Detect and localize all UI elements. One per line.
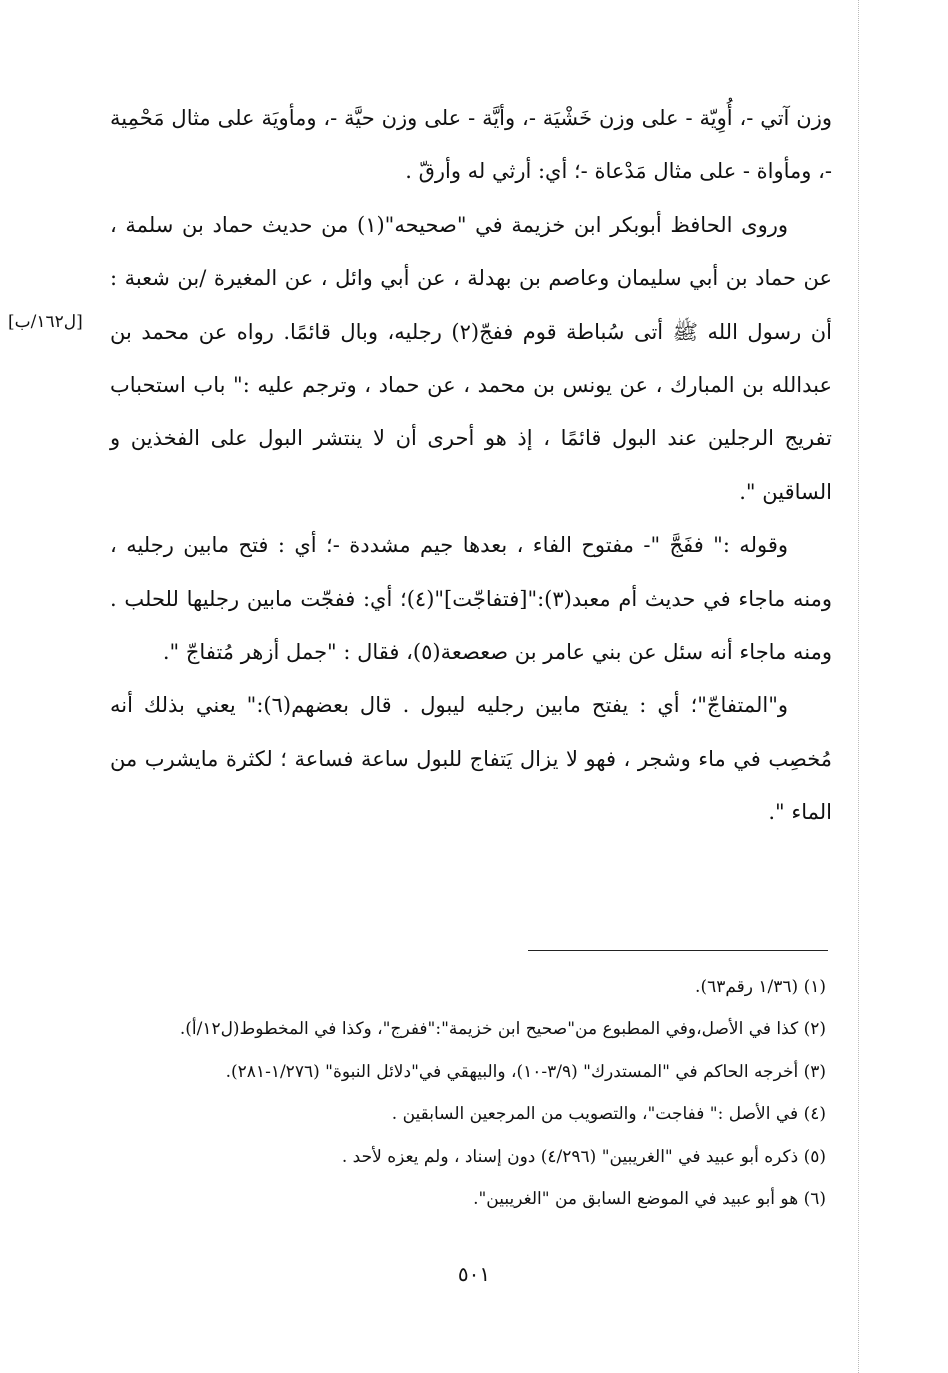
paragraph-1: وزن آتي -، أُوِيّة - على وزن خَشْيَة -، وأيَّة - على وزن حيَّة -، ومأويَة على مثال مَحْمِية -، ومأواة - على مثال مَدْعاة -؛ أي: أرثي له وأرقّ . [110,106,832,184]
page-edge-line [858,0,859,1373]
footnote-4: (٤) في الأصل :" ففاجت"، والتصويب من المرجعين السابقين . [391,1104,826,1125]
footnote-3: (٣) أخرجه الحاكم في "المستدرك" (٣/٩-١٠)، والبيهقي في"دلائل النبوة" (١/٢٧٦-٢٨١). [225,1061,826,1082]
main-text [110,92,832,840]
paragraph-3: وقوله :" ففَجَّ "- مفتوح الفاء ، بعدها جيم مشددة -؛ أي : فتح مابين رجليه ، ومنه ماجاء في حديث أم معبد(٣):"[فتفاجّت]"(٤)؛ أي: ففجّت مابين رجليها للحلب . ومنه ماجاء أنه سئل عن بني عامر بن صعصعة(٥)، فقال : "جمل أزهر مُتفاجّ ". [110,533,832,665]
footnote-separator [528,950,828,951]
footnote-2: (٢) كذا في الأصل،وفي المطبوع من"صحيح ابن خزيمة":"ففرج"، وكذا في المخطوط(ل١٢/أ). [179,1019,826,1040]
paragraph-4: و"المتفاجّ"؛ أي : يفتح مابين رجليه ليبول . قال بعضهم(٦):" يعني بذلك أنه مُخصِب في ماء وشجر ، فهو لا يزال يَتفاج للبول ساعة فساعة ؛ لكثرة مايشرب من الماء ". [110,693,832,825]
footnote-6: (٦) هو أبو عبيد في الموضع السابق من "الغريبين". [473,1189,826,1210]
paragraph-2: وروى الحافظ أبوبكر ابن خزيمة في "صحيحه"(١) من حديث حماد بن سلمة ، عن حماد بن أبي سليمان وعاصم بن بهدلة ، عن أبي وائل ، عن المغيرة /بن شعبة : أن رسول الله ﷺ أتى سُباطة قوم ففجّ(٢) رجليه، وبال قائمًا. رواه عن محمد بن عبدالله بن المبارك ، عن يونس بن محمد ، عن حماد ، وترجم عليه :" باب استحباب تفريج الرجلين عند البول قائمًا ، إذ هو أحرى أن لا ينتشر البول على الفخذين و الساقين ". [110,212,832,504]
footnotes [110,966,826,1220]
footnote-5: (٥) ذكره أبو عبيد في "الغريبين" (٤/٢٩٦) دون إسناد ، ولم يعزه لأحد . [341,1146,826,1167]
manuscript-folio-note: [ل١٦٢/ب] [8,312,83,332]
footnote-1: (١) (١/٣٦ رقم٦٣). [695,977,826,997]
page-number: ٥٠١ [457,1262,491,1286]
